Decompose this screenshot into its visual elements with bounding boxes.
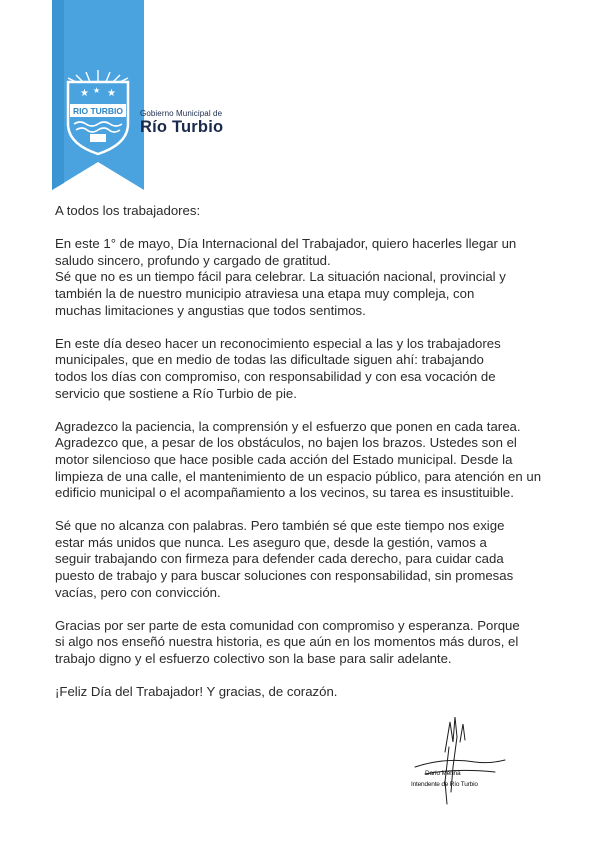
brand-subtitle: Gobierno Municipal de bbox=[140, 109, 223, 118]
letter-body bbox=[55, 203, 545, 717]
svg-text:★: ★ bbox=[93, 86, 101, 95]
handwritten-signature-icon bbox=[405, 712, 515, 812]
signatory-name: Darío Menna bbox=[425, 770, 461, 777]
paragraph-3: Agradezco la paciencia, la comprensión y el esfuerzo que ponen en cada tarea. Agradezco que, a pesar de los obstáculos, no bajen los brazos. Ustedes son el motor silencioso que hace posible cada acción del Estado municipal. Desde la limpieza de una calle, el mantenimiento de un espacio público, para atención en un edificio municipal o el acompañamiento a los vecinos, su tarea es insustituible. bbox=[55, 418, 542, 501]
greeting: A todos los trabajadores: bbox=[55, 203, 201, 218]
paragraph-2: En este día deseo hacer un reconocimiento especial a las y los trabajadores municipales, que en medio de todas las dificultade siguen ahí: trabajando todos los días con compromiso, con responsabilidad y con esa vocación de servicio que sostiene a Río Turbio de pie. bbox=[55, 335, 501, 401]
signatory-title: Intendente de Río Turbio bbox=[411, 781, 478, 788]
closing-line: ¡Feliz Día del Trabajador! Y gracias, de corazón. bbox=[55, 684, 338, 700]
header-ribbon bbox=[52, 0, 144, 190]
paragraph-4: Sé que no alcanza con palabras. Pero también sé que este tiempo nos exige estar más unidos que nunca. Les aseguro que, desde la gestión, vamos a seguir trabajando con firmeza para defender cada derecho, para cuidar cada puesto de trabajo y para buscar soluciones con responsabilidad, sin promesas vacías, pero con convicción. bbox=[55, 518, 514, 600]
brand-title: Río Turbio bbox=[140, 118, 224, 136]
paragraph-1: En este 1° de mayo, Día Internacional del Trabajador, quiero hacerles llegar un saludo sincero, profundo y cargado de gratitud. Sé que no es un tiempo fácil para celebrar. La situación nacional, provincial y también la de nuestro municipio atraviesa una etapa muy compleja, con muchas limitaciones y angustias que todos sentimos. bbox=[55, 236, 517, 318]
municipal-crest-icon bbox=[52, 0, 144, 190]
paragraph-5: Gracias por ser parte de esta comunidad con compromiso y esperanza. Porque si algo nos enseñó nuestra historia, es que aún en los momentos más duros, el trabajo digno y el esfuerzo colectivo son la base para salir adelante. bbox=[55, 617, 520, 667]
brand-block bbox=[140, 109, 223, 137]
svg-text:RIO TURBIO: RIO TURBIO bbox=[72, 106, 124, 116]
svg-text:★: ★ bbox=[80, 88, 89, 99]
svg-text:★: ★ bbox=[107, 88, 116, 99]
